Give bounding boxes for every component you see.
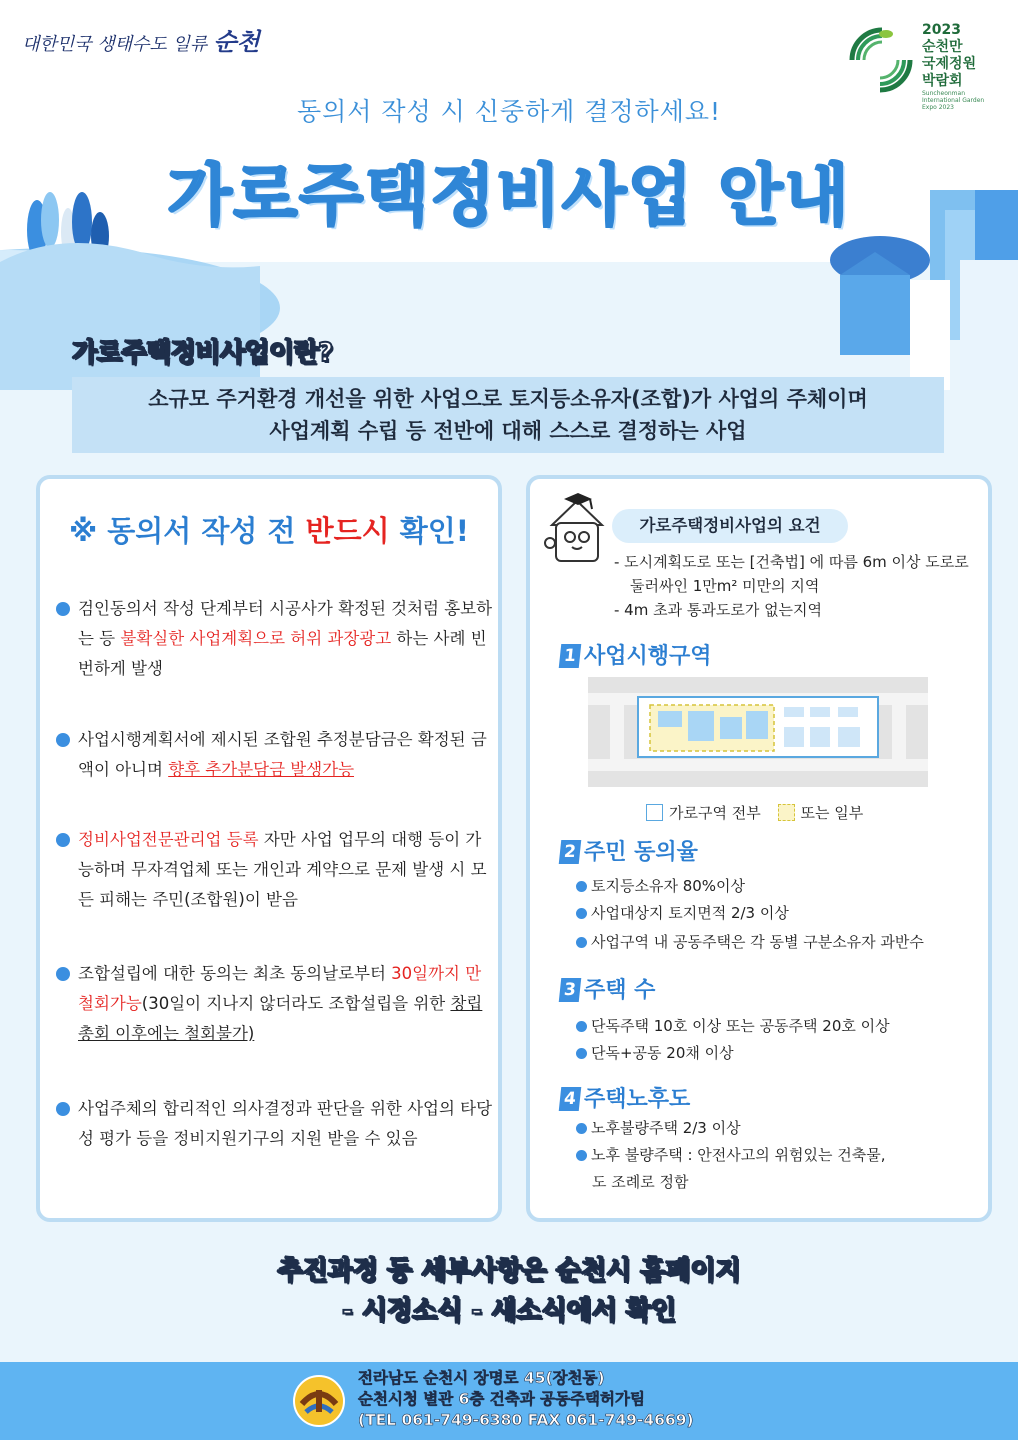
caution-item: 검인동의서 작성 단계부터 시공사가 확정된 것처럼 홍보하는 등 불확실한 사업계획으로 허위 과장광고 하는 사례 빈번하게 발생 — [56, 594, 496, 684]
requirements-panel: 가로주택정비사업의 요건 - 도시계획도로 또는 [건축법] 에 따름 6m 이상 도로로 둘러싸인 1만m² 미만의 지역 - 4m 초과 통과도로가 없는지역 1 사업시행구역 가로구역 전부 또는 일부 2 주민 동의율 토지등소유자 80%이상 사업대상지 토지면적 2/3 이상 사업구역 내 공동주택은 각 동별 구분소유자 과반수 3 주택 수 단독주택 10호 이상 또는 공동주택 20호 이상 단독+공동 20채 이상 4 주택노후도 노후불량주택 2/3 이상 노후 불량주택 : 안전사고의 위험있는 건축물, 도 조례로 정함 — [526, 475, 992, 1222]
map-legend: 가로구역 전부 또는 일부 — [646, 802, 863, 823]
page-subtitle: 동의서 작성 시 신중하게 결정하세요! — [296, 97, 722, 126]
slogan: 대한민국 생태수도 일류 순천 — [22, 27, 260, 56]
section-heading-area: 1 사업시행구역 — [560, 639, 712, 670]
footer — [0, 1362, 1018, 1440]
intro-box: 소규모 주거환경 개선을 위한 사업으로 토지등소유자(조합)가 사업의 주체이며 사업계획 수립 등 전반에 대해 스스로 결정하는 사업 — [72, 377, 944, 453]
page-title: 가로주택정비사업 안내 — [167, 157, 851, 234]
expo-emblem-icon — [842, 20, 920, 98]
footer-contact: 전라남도 순천시 장명로 45(장천동) 순천시청 별관 6층 건축과 공동주택허가팀 (TEL 061-749-6380 FAX 061-749-4669) — [358, 1369, 694, 1429]
bullet-icon — [56, 967, 70, 981]
bullet-icon — [56, 733, 70, 747]
list-item: 토지등소유자 80%이상 — [576, 875, 745, 897]
bullet-icon — [56, 833, 70, 847]
district-map-illustration — [588, 677, 928, 787]
caution-item: 사업시행계획서에 제시된 조합원 추정분담금은 확정된 금액이 아니며 향후 추가분담금 발생가능 — [56, 725, 496, 785]
city-logo: 순천 — [213, 27, 260, 56]
intro-label: 가로주택정비사업이란? — [72, 338, 333, 368]
list-item: 사업대상지 토지면적 2/3 이상 — [576, 902, 789, 924]
notice-line2: - 시정소식 - 새소식에서 확인 — [341, 1296, 677, 1326]
bullet-icon — [56, 602, 70, 616]
caution-title: ※ 동의서 작성 전 반드시 확인! — [68, 514, 470, 548]
section-heading-aging: 4 주택노후도 — [560, 1082, 690, 1113]
section-heading-consent: 2 주민 동의율 — [560, 835, 698, 866]
legend-all-icon — [646, 804, 663, 821]
list-item: 노후 불량주택 : 안전사고의 위험있는 건축물, — [576, 1144, 885, 1166]
notice-line1: 추진과정 등 세부사항은 순천시 홈페이지 — [277, 1256, 741, 1286]
list-item: 사업구역 내 공동주택은 각 동별 구분소유자 과반수 — [576, 931, 924, 953]
section-heading-houses: 3 주택 수 — [560, 973, 655, 1004]
list-item: 노후불량주택 2/3 이상 — [576, 1117, 741, 1139]
caution-item: 조합설립에 대한 동의는 최초 동의날로부터 30일까지 만 철회가능(30일이 지나지 않더라도 조합설립을 위한 창립총회 이후에는 철회불가) — [56, 959, 496, 1049]
house-mascot-icon — [542, 487, 612, 567]
requirements-title: 가로주택정비사업의 요건 — [612, 509, 848, 543]
caution-item: 사업주체의 합리적인 의사결정과 판단을 위한 사업의 타당성 평가 등을 정비지원기구의 지원 받을 수 있음 — [56, 1094, 496, 1154]
bullet-icon — [56, 1102, 70, 1116]
caution-item: 정비사업전문관리업 등록 자만 사업 업무의 대행 등이 가능하며 무자격업체 또는 개인과 계약으로 문제 발생 시 모든 피해는 주민(조합원)이 받음 — [56, 825, 496, 915]
expo-logo: 2023 순천만 국제정원 박람회 Suncheonman International Garden Expo 2023 — [842, 20, 1002, 100]
list-item: 단독주택 10호 이상 또는 공동주택 20호 이상 — [576, 1015, 890, 1037]
city-emblem-icon — [292, 1374, 346, 1428]
list-item: 단독+공동 20채 이상 — [576, 1042, 734, 1064]
caution-panel — [36, 475, 502, 1222]
legend-part-icon — [778, 804, 795, 821]
